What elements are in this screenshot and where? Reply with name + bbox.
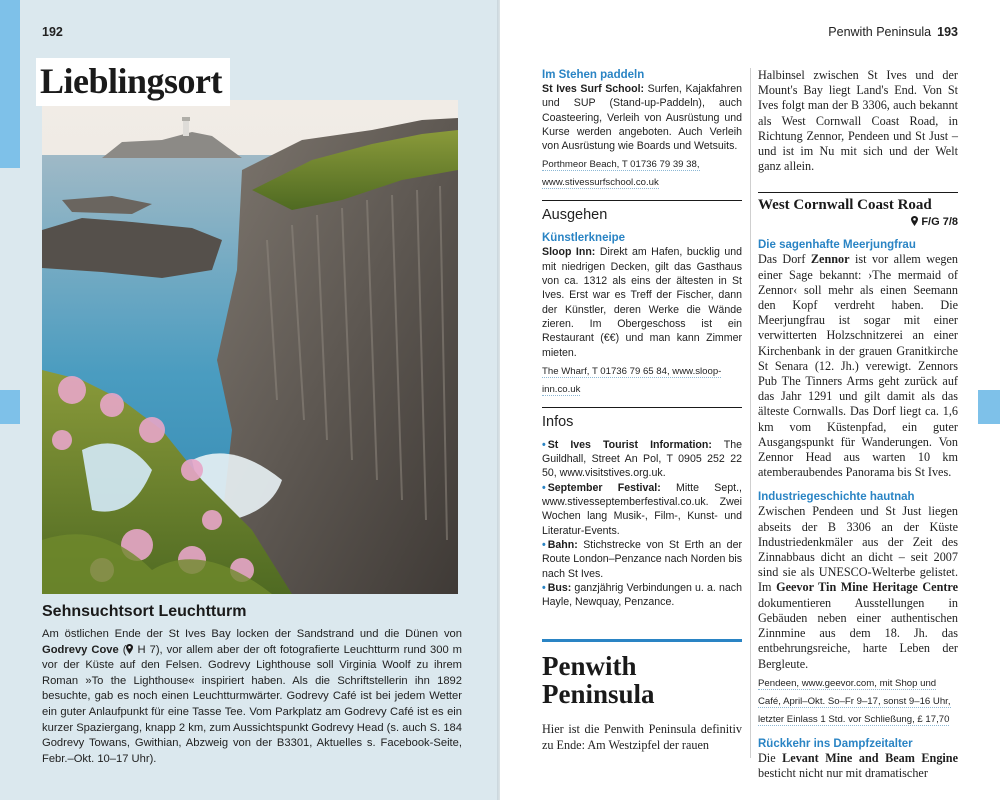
info-item	[542, 538, 742, 581]
info-name: St Ives Tourist Information:	[547, 438, 712, 451]
subheading-paddle: Im Stehen paddeln	[542, 69, 645, 81]
lighthouse-coast-photo	[42, 100, 458, 594]
chapter-intro: Hier ist die Penwith Peninsula definitiv zu Ende: Am Westzipfel der rauen	[542, 722, 742, 752]
info-name: Bahn:	[547, 538, 578, 551]
steam-text: besticht nicht nur mit dramatischer	[758, 765, 928, 780]
column-a	[542, 68, 742, 753]
chapter-bar	[542, 639, 742, 642]
bullet: •	[542, 481, 546, 494]
box-paragraph: Am östlichen Ende der St Ives Bay locken der Sandstrand und die Dünen von Godrevy Cove ( H 7), vor allem aber der oft fotografierte Leuchtturm rund 300 m vor der Küste auf den Felsen. Godrevy Lighthouse soll Virginia Woolf zu ihrem Roman »To the Lighthouse« inspiriert haben. Als die Schriftstellerin ihn 1892 besuchte, gab es noch einen Leuchtturmwärter. Godrevy Café ist bei jedem Wetter ein guter Anlaufpunkt für eine Tasse Tee. Vom Parkplatz am Godrevy Café ist es ein kurzer Spaziergang, knapp 2 km, zum Aussichtspunkt Godrevy Head (s. auch S. 184 Godrevy Towans, Gwithian, Abzweig von der B3301, Aktuelles s. Facebook-Seite, Febr.–Okt. 10–17 Uhr).	[42, 628, 462, 765]
info-text: The Guildhall, Street An Pol, T 0905 252 22 50, www.visitstives.org.uk.	[542, 438, 742, 480]
mermaid-paragraph	[758, 252, 958, 480]
section-heading-wccr: West Cornwall Coast Road	[758, 197, 932, 214]
section-rule	[542, 407, 742, 408]
section-rule	[758, 192, 958, 193]
box-text-part: , vor allem aber der oft fotografierte Leuchtturm rund 300 m vor der Küste auf den Felsen. Godrevy Lighthouse soll Virginia Woolf zu ihrem Roman »To the Lighthouse« inspiriert haben. Als die Schriftstellerin ihn 1892 besuchte, gab es noch einen Leuchtturmwärter. Godrevy Café ist bei jedem Wetter ein guter Anlaufpunkt für eine Tasse Tee. Vom Parkplatz am Godrevy Café ist es ein kurzer Spaziergang, knapp 2 km, zum Aussichtspunkt Godrevy Head (s. auch S. 184 Godrevy Towans, Gwithian, Abzweig von der B3301, Aktuelles s. Facebook-Seite, Febr.–Okt. 10–17 Uhr).	[42, 643, 462, 765]
industry-text: Zwischen Pendeen und St Just liegen abseits der B 3306 an der Küste Industriedenkmäler aus der Zeit des Zinnabbaus dicht an dicht – seit 2007 sind sie als UNESCO-Welterbe gelistet. Im	[758, 504, 958, 595]
venue-name-surf-school: St Ives Surf School:	[542, 83, 645, 95]
box-heading: Sehnsuchtsort Leuchtturm	[42, 603, 247, 620]
pub-paragraph	[542, 245, 742, 359]
info-text: Stichstrecke von St Erth an der Route London–Penzance nach Norden bis nach St Ives.	[542, 538, 742, 580]
place-name-zennor: Zennor	[810, 252, 850, 267]
info-item	[542, 581, 742, 610]
address-surf-school: Porthmeor Beach, T 01736 79 39 38, www.stivessurfschool.co.uk	[542, 159, 700, 189]
info-text: ganzjährig Verbindungen u. a. nach Hayle, Newquay, Penzance.	[542, 581, 742, 609]
page-number-right: 193	[937, 25, 958, 39]
page-number-left: 192	[42, 25, 63, 39]
column-b	[758, 68, 958, 781]
subheading-industry: Industriegeschichte hautnah	[758, 491, 915, 504]
bullet: •	[542, 438, 546, 451]
map-grid-wccr	[758, 216, 958, 228]
section-heading-infos: Infos	[542, 413, 574, 430]
pub-text: Direkt am Hafen, bucklig und mit niedrigen Decken, gilt das Gasthaus von ca. 1312 als eins der ältesten in St Ives. Erst war es Treff der Fischer, dann der Künstler, deren Werke die Wände zieren. Im Obergeschoss ist ein Restaurant (€€) und man kann Zimmer mieten.	[542, 246, 742, 359]
info-name: September Festival:	[547, 481, 661, 494]
subheading-steam: Rückkehr ins Dampfzeitalter	[758, 737, 913, 750]
place-name-godrevy: Godrevy Cove	[42, 643, 119, 656]
venue-name-sloop-inn: Sloop Inn:	[542, 246, 596, 259]
thumb-tab-right	[978, 390, 1000, 424]
subheading-pub: Künstlerkneipe	[542, 232, 626, 245]
map-pin-icon	[126, 644, 133, 654]
running-head-title: Penwith Peninsula	[828, 25, 932, 39]
section-rule	[542, 200, 742, 201]
chapter-title-line-2: Peninsula	[542, 679, 655, 710]
bullet: •	[542, 581, 546, 594]
industry-paragraph	[758, 504, 958, 671]
info-item	[542, 481, 742, 538]
section-heading-ausgehen: Ausgehen	[542, 207, 608, 224]
column-divider	[750, 68, 751, 758]
map-grid-ref: F/G 7/8	[921, 216, 958, 229]
running-head	[828, 25, 958, 39]
box-text-part: Am östlichen Ende der St Ives Bay locken der Sandstrand und die Dünen von	[42, 628, 462, 640]
info-text: Mitte Sept., www.stivesseptemberfestival.co.uk. Zwei Wochen lang Musik-, Film-, Kunst- und Literatur-Events.	[542, 481, 742, 537]
place-name-levant: Levant Mine and Beam Engine	[782, 750, 958, 765]
industry-text: dokumentieren Ausstellungen in Gebäuden neben einer authentischen Zinnmine aus dem 18. Jh. das entbehrungsreiche, harte Leben der Bergleute.	[758, 595, 958, 671]
steam-text: Die	[758, 750, 783, 765]
mermaid-text: Das Dorf	[758, 252, 811, 267]
chapter-title-line-1: Penwith	[542, 651, 637, 682]
thumb-tab-middle	[0, 390, 20, 424]
info-item	[542, 438, 742, 481]
address-sloop-inn: The Wharf, T 01736 79 65 84, www.sloop-inn.co.uk	[542, 365, 722, 395]
paddle-paragraph	[542, 82, 742, 153]
mermaid-text: ist vor allem wegen einer Sage bekannt: ›The mermaid of Zennor‹ soll mehr als einen Seemann den Kopf verdreht haben. Die Meerjungfrau ist sogar mit einer verwitterten Holzschnitzerei an einer Kirchenbank in der grauen Granitkirche St Senara (12. Jh.) verewigt. Zennors Pub The Tinners Arms geht zurück auf das Jahr 1291 und gilt damit als das älteste Cornwalls. Das Dorf liegt ca. 1,6 km vom Küstenpfad, ein guter Ausgangspunkt für Wanderungen. Von Zennor Head aus warten 10 km atemberaubendes Panorama bis St Ives.	[758, 252, 959, 480]
map-pin-icon	[911, 216, 918, 226]
page-title: Lieblingsort	[36, 58, 230, 106]
thumb-tab-top	[0, 0, 20, 168]
intro-continued: Halbinsel zwischen St Ives und der Mount's Bay liegt Land's End. Von St Ives folgt man der B 3306, auch bekannt als West Cornwall Coast Road, in Richtung Zennor, Pendeen und St Just – und ist im Nu mit sich und der Welt ganz allein.	[758, 68, 958, 174]
paddle-text: Surfen, Kajakfahren und SUP (Stand-up-Paddeln), auch Coasteering, Verleih von Ausrüstung und Kurse werden angeboten. Auch Verleih von Ausrüstung wie Boards und Wetsuits.	[542, 83, 742, 153]
bullet: •	[542, 538, 546, 551]
chapter-title	[542, 652, 742, 708]
map-grid-ref: H 7	[137, 643, 156, 656]
address-geevor: Pendeen, www.geevor.com, mit Shop und Café, April–Okt. So–Fr 9–17, sonst 9–16 Uhr, letzter Einlass 1 Std. vor Schließung, £ 17,70	[758, 677, 951, 725]
steam-paragraph	[758, 751, 958, 781]
place-name-geevor: Geevor Tin Mine Heritage Centre	[776, 580, 959, 595]
info-name: Bus:	[547, 581, 572, 594]
subheading-mermaid: Die sagenhafte Meerjungfrau	[758, 239, 916, 252]
